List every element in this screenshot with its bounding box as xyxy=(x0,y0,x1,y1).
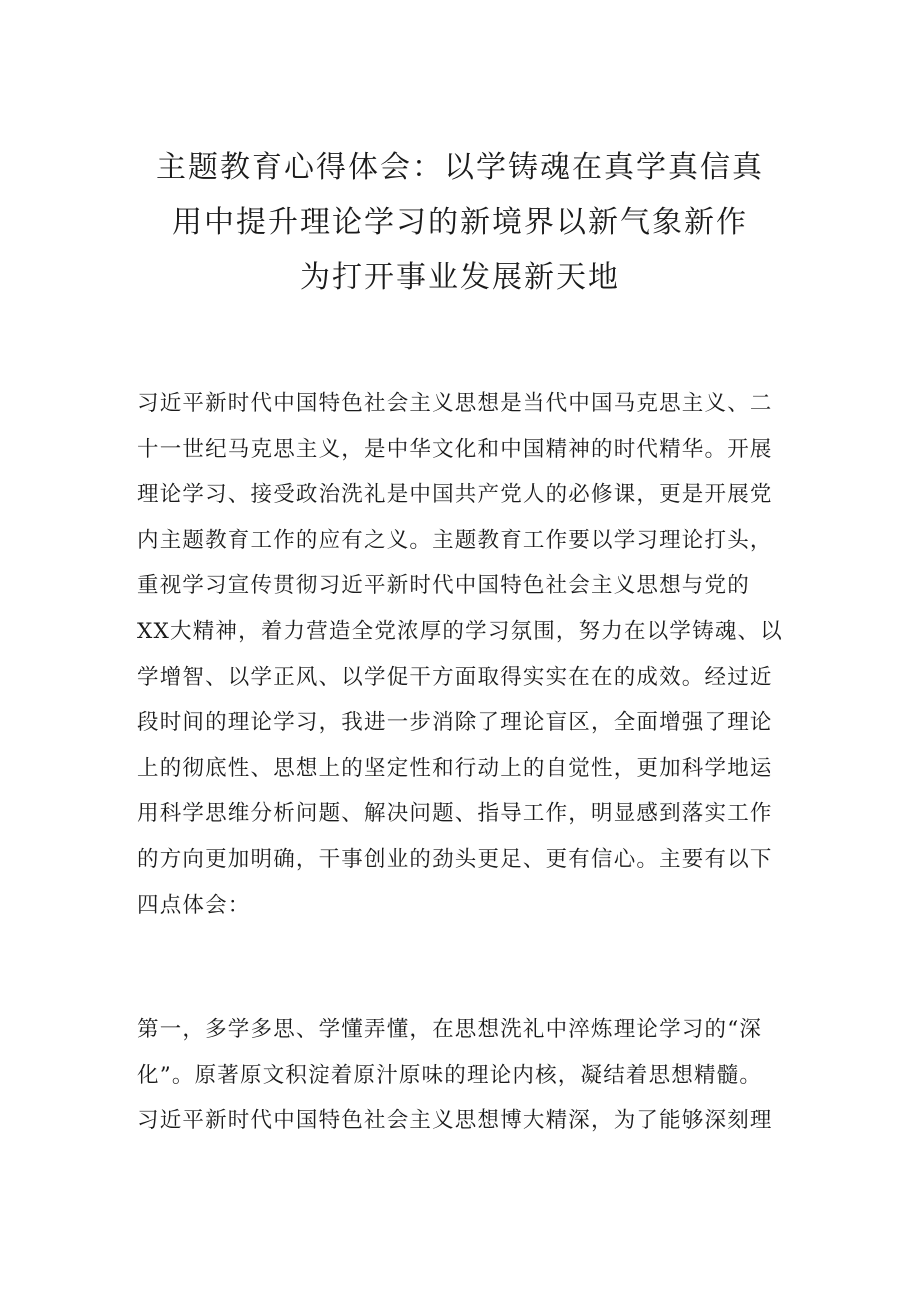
paragraph-line: 学增智、以学正风、以学促干方面取得实实在在的成效。经过近 xyxy=(137,664,773,690)
paragraph-line: 上的彻底性、思想上的坚定性和行动上的自觉性，更加科学地运 xyxy=(137,755,773,781)
paragraph-intro xyxy=(137,381,792,928)
paragraph-line: XX大精神，着力营造全党浓厚的学习氛围，努力在以学铸魂、以 xyxy=(137,618,783,644)
paragraph-line: 内主题教育工作的应有之义。主题教育工作要以学习理论打头， xyxy=(137,527,773,553)
paragraph-line: 重视学习宣传贯彻习近平新时代中国特色社会主义思想与党的 xyxy=(137,573,750,599)
paragraph-line: 化”。原著原文积淀着原汁原味的理论内核，凝结着思想精髓。 xyxy=(137,1062,763,1088)
paragraph-line: 四点体会： xyxy=(137,892,251,918)
paragraph-line: 习近平新时代中国特色社会主义思想博大精深，为了能够深刻理 xyxy=(137,1108,773,1134)
paragraph-line: 习近平新时代中国特色社会主义思想是当代中国马克思主义、二 xyxy=(137,391,773,416)
paragraph-line: 用科学思维分析问题、解决问题、指导工作，明显感到落实工作 xyxy=(137,801,773,827)
paragraph-point-one xyxy=(137,1007,792,1144)
title-line: 用中提升理论学习的新境界以新气象新作 xyxy=(172,205,748,240)
title-line: 为打开事业发展新天地 xyxy=(300,260,620,295)
paragraph-line: 段时间的理论学习，我进一步消除了理论盲区，全面增强了理论 xyxy=(137,710,773,736)
paragraph-line: 理论学习、接受政治洗礼是中国共产党人的必修课，更是开展党 xyxy=(137,482,773,508)
title-line: 主题教育心得体会：以学铸魂在真学真信真 xyxy=(156,150,764,185)
paragraph-line: 第一，多学多思、学懂弄懂，在思想洗礼中淬炼理论学习的“深 xyxy=(137,1017,763,1042)
paragraph-line: 的方向更加明确，干事创业的劲头更足、更有信心。主要有以下 xyxy=(137,846,773,872)
paragraph-line: 十一世纪马克思主义，是中华文化和中国精神的时代精华。开展 xyxy=(137,436,773,462)
document-title xyxy=(130,140,790,305)
